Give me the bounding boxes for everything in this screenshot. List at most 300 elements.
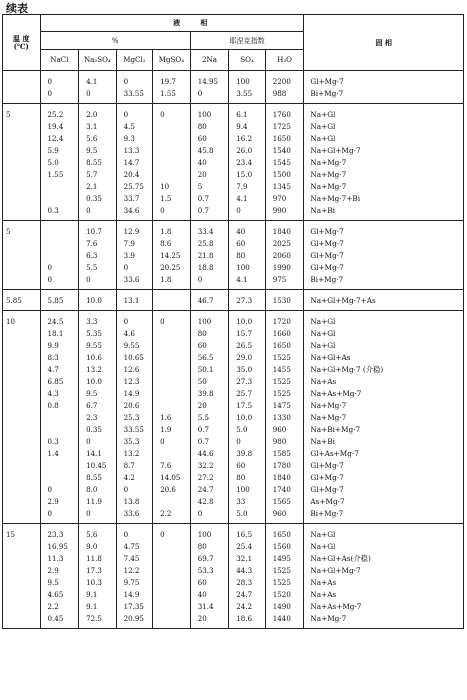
value-cell	[153, 364, 191, 376]
value-cell	[153, 448, 191, 460]
table-row	[3, 133, 464, 145]
value-cell: 7.6	[79, 238, 117, 250]
table-row	[3, 157, 464, 169]
value-cell: 1530	[265, 290, 304, 311]
value-cell: 5.85	[40, 290, 79, 311]
solid-phase-cell: As+Mg·7	[304, 496, 464, 508]
temperature-cell	[3, 376, 41, 388]
table-row	[3, 601, 464, 613]
table-row	[3, 460, 464, 472]
value-cell: 0	[153, 524, 191, 542]
value-cell: 0	[79, 274, 117, 290]
value-cell: 10.0	[229, 311, 266, 329]
value-cell: 4.65	[40, 589, 79, 601]
value-cell: 10.0	[79, 290, 117, 311]
value-cell: 14.7	[116, 157, 153, 169]
value-cell: 13.2	[79, 364, 117, 376]
value-cell: 20.4	[116, 169, 153, 181]
value-cell: 60	[190, 577, 229, 589]
temperature-cell	[3, 541, 41, 553]
value-cell: 0	[40, 262, 79, 274]
temperature-cell	[3, 436, 41, 448]
value-cell: 53.3	[190, 565, 229, 577]
value-cell: 50.1	[190, 364, 229, 376]
value-cell: 1500	[265, 169, 304, 181]
value-cell: 6.1	[229, 104, 266, 122]
value-cell: 0.3	[40, 205, 79, 221]
value-cell	[40, 193, 79, 205]
value-cell: 33.55	[116, 424, 153, 436]
temperature-cell	[3, 565, 41, 577]
table-row	[3, 484, 464, 496]
value-cell: 3.1	[79, 121, 117, 133]
solid-phase-cell: Na+Gl+As(介稳)	[304, 553, 464, 565]
value-cell: 25.7	[229, 388, 266, 400]
table-row	[3, 524, 464, 542]
table-row	[3, 436, 464, 448]
value-cell	[153, 157, 191, 169]
value-cell: 0	[40, 484, 79, 496]
table-row	[3, 352, 464, 364]
temperature-cell	[3, 205, 41, 221]
value-cell: 1780	[265, 460, 304, 472]
value-cell: 0	[79, 205, 117, 221]
temperature-cell	[3, 508, 41, 524]
temperature-cell	[3, 262, 41, 274]
value-cell: 2.2	[153, 508, 191, 524]
value-cell: 13.2	[116, 448, 153, 460]
value-cell: 9.4	[229, 121, 266, 133]
table-row	[3, 274, 464, 290]
solid-phase-cell: Bi+Mg·7	[304, 508, 464, 524]
col-2na: 2Na	[190, 50, 229, 71]
value-cell	[153, 121, 191, 133]
value-cell: 9.1	[79, 589, 117, 601]
value-cell: 5.5	[190, 412, 229, 424]
solid-phase-cell: Na+Gl	[304, 133, 464, 145]
value-cell: 2.9	[40, 496, 79, 508]
temperature-cell	[3, 352, 41, 364]
solid-phase-cell: Na+Gl+Mg·7	[304, 145, 464, 157]
table-row	[3, 205, 464, 221]
value-cell: 16.2	[229, 133, 266, 145]
value-cell: 10.65	[116, 352, 153, 364]
table-row	[3, 448, 464, 460]
col-na2so4: Na₂SO₄	[79, 50, 117, 71]
value-cell: 27.3	[229, 376, 266, 388]
value-cell: 26.0	[229, 145, 266, 157]
value-cell: 8.55	[79, 157, 117, 169]
value-cell: 20	[190, 169, 229, 181]
table-row	[3, 577, 464, 589]
value-cell: 34.6	[116, 205, 153, 221]
value-cell: 9.9	[40, 340, 79, 352]
temperature-cell	[3, 145, 41, 157]
value-cell: 0	[116, 104, 153, 122]
solid-phase-cell: Na+Bi	[304, 436, 464, 448]
temperature-cell	[3, 71, 41, 89]
value-cell	[40, 250, 79, 262]
value-cell: 10.6	[79, 352, 117, 364]
table-row	[3, 290, 464, 311]
value-cell: 9.1	[79, 601, 117, 613]
col-mgso4: MgSO₄	[153, 50, 191, 71]
col-h2o: H₂O	[265, 50, 304, 71]
value-cell: 60	[190, 133, 229, 145]
value-cell	[153, 290, 191, 311]
value-cell: 7.9	[229, 181, 266, 193]
value-cell: 72.5	[79, 613, 117, 629]
value-cell: 6.85	[40, 376, 79, 388]
solid-phase-cell: Na+Gl+Mg·7+As	[304, 290, 464, 311]
value-cell: 9.75	[116, 577, 153, 589]
value-cell: 1540	[265, 145, 304, 157]
value-cell: 20.6	[116, 400, 153, 412]
value-cell	[153, 376, 191, 388]
page-title: 续表	[6, 2, 28, 15]
value-cell: 80	[190, 541, 229, 553]
value-cell: 11.9	[79, 496, 117, 508]
value-cell: 2025	[265, 238, 304, 250]
value-cell: 5.9	[40, 145, 79, 157]
value-cell: 1.4	[40, 448, 79, 460]
temperature-cell	[3, 412, 41, 424]
temperature-cell	[3, 340, 41, 352]
value-cell: 100	[229, 484, 266, 496]
value-cell: 39.8	[190, 388, 229, 400]
value-cell: 0.35	[79, 424, 117, 436]
value-cell: 1585	[265, 448, 304, 460]
solid-phase-cell: Gl+Mg·7	[304, 262, 464, 274]
value-cell: 1525	[265, 565, 304, 577]
value-cell: 5.35	[79, 328, 117, 340]
value-cell: 0	[116, 262, 153, 274]
value-cell: 25.8	[190, 238, 229, 250]
value-cell: 9.55	[79, 340, 117, 352]
value-cell: 1495	[265, 553, 304, 565]
value-cell: 1650	[265, 133, 304, 145]
value-cell: 1520	[265, 589, 304, 601]
value-cell: 3.9	[116, 250, 153, 262]
value-cell: 16.5	[229, 524, 266, 542]
solid-phase-cell: Na+As	[304, 577, 464, 589]
temperature-header: 温 度 (℃)	[3, 15, 41, 71]
solid-phase-cell: Gl+Mg·7	[304, 250, 464, 262]
value-cell: 2200	[265, 71, 304, 89]
temperature-cell	[3, 484, 41, 496]
value-cell: 1760	[265, 104, 304, 122]
value-cell: 35.0	[229, 364, 266, 376]
table-row	[3, 613, 464, 629]
solid-phase-cell: Na+As+Mg·7	[304, 388, 464, 400]
value-cell: 100	[190, 524, 229, 542]
value-cell: 12.9	[116, 221, 153, 239]
value-cell: 15.7	[229, 328, 266, 340]
value-cell: 100	[229, 71, 266, 89]
value-cell: 9.3	[116, 133, 153, 145]
value-cell: 11.3	[40, 553, 79, 565]
value-cell: 1.55	[153, 88, 191, 104]
value-cell: 0	[40, 71, 79, 89]
value-cell: 33.4	[190, 221, 229, 239]
solid-phase-header: 固 相	[304, 15, 464, 71]
value-cell: 80	[190, 121, 229, 133]
value-cell: 0	[40, 508, 79, 524]
temperature-cell	[3, 238, 41, 250]
temperature-cell	[3, 460, 41, 472]
table-row	[3, 221, 464, 239]
value-cell: 1440	[265, 613, 304, 629]
value-cell	[153, 577, 191, 589]
value-cell: 1525	[265, 376, 304, 388]
value-cell: 19.4	[40, 121, 79, 133]
value-cell: 21.8	[190, 250, 229, 262]
percent-header: %	[40, 32, 190, 50]
value-cell: 32.2	[190, 460, 229, 472]
table-row	[3, 541, 464, 553]
value-cell: 5.0	[229, 424, 266, 436]
temperature-cell	[3, 181, 41, 193]
value-cell: 6.3	[79, 250, 117, 262]
value-cell: 60	[229, 238, 266, 250]
value-cell	[153, 565, 191, 577]
value-cell: 0	[116, 484, 153, 496]
solid-phase-cell: Na+Mg·7	[304, 412, 464, 424]
value-cell: 1545	[265, 157, 304, 169]
value-cell: 1650	[265, 524, 304, 542]
temperature-cell	[3, 601, 41, 613]
value-cell: 25.4	[229, 541, 266, 553]
value-cell: 20	[190, 400, 229, 412]
value-cell: 4.6	[116, 328, 153, 340]
value-cell: 8.7	[116, 460, 153, 472]
value-cell: 40	[190, 157, 229, 169]
value-cell: 33.6	[116, 508, 153, 524]
value-cell: 18.1	[40, 328, 79, 340]
value-cell: 31.4	[190, 601, 229, 613]
value-cell: 24.7	[229, 589, 266, 601]
value-cell: 4.7	[40, 364, 79, 376]
value-cell: 2.3	[79, 412, 117, 424]
value-cell: 33.55	[116, 88, 153, 104]
value-cell: 1990	[265, 262, 304, 274]
solid-phase-cell: Na+Gl	[304, 541, 464, 553]
value-cell: 80	[190, 328, 229, 340]
solid-phase-cell: Na+As	[304, 376, 464, 388]
value-cell: 10.0	[229, 412, 266, 424]
value-cell: 13.1	[116, 290, 153, 311]
value-cell	[40, 181, 79, 193]
value-cell	[40, 424, 79, 436]
value-cell: 990	[265, 205, 304, 221]
value-cell: 0.7	[190, 424, 229, 436]
temperature-cell	[3, 193, 41, 205]
value-cell: 1.8	[153, 221, 191, 239]
value-cell: 19.7	[153, 71, 191, 89]
value-cell: 0.7	[190, 436, 229, 448]
value-cell	[153, 340, 191, 352]
solid-phase-cell: Na+Gl	[304, 524, 464, 542]
table-row	[3, 262, 464, 274]
temperature-cell	[3, 157, 41, 169]
value-cell: 960	[265, 508, 304, 524]
solid-phase-cell: Na+Mg·7	[304, 613, 464, 629]
value-cell: 4.3	[40, 388, 79, 400]
value-cell: 15.0	[229, 169, 266, 181]
value-cell: 10	[153, 181, 191, 193]
value-cell: 8.6	[153, 238, 191, 250]
value-cell: 18.6	[229, 613, 266, 629]
value-cell: 1455	[265, 364, 304, 376]
temperature-cell: 5	[3, 104, 41, 122]
table-row	[3, 145, 464, 157]
col-mgcl2: MgCl₂	[116, 50, 153, 71]
value-cell: 0	[153, 104, 191, 122]
value-cell	[153, 328, 191, 340]
table-row	[3, 121, 464, 133]
value-cell: 0	[116, 524, 153, 542]
liquid-header: 液	[40, 15, 190, 32]
value-cell: 44.6	[190, 448, 229, 460]
value-cell: 4.2	[116, 472, 153, 484]
temperature-cell	[3, 553, 41, 565]
value-cell: 1330	[265, 412, 304, 424]
value-cell	[153, 169, 191, 181]
value-cell: 100	[229, 262, 266, 274]
temperature-cell	[3, 88, 41, 104]
temperature-cell: 5.85	[3, 290, 41, 311]
value-cell: 0	[229, 436, 266, 448]
value-cell: 3.55	[229, 88, 266, 104]
solid-phase-cell: Na+Mg·7	[304, 157, 464, 169]
temperature-cell	[3, 250, 41, 262]
value-cell: 5.7	[79, 169, 117, 181]
value-cell: 12.6	[116, 364, 153, 376]
value-cell: 1560	[265, 541, 304, 553]
value-cell: 27.3	[229, 290, 266, 311]
value-cell: 13.8	[116, 496, 153, 508]
value-cell: 100	[190, 311, 229, 329]
value-cell: 988	[265, 88, 304, 104]
value-cell: 14.9	[116, 589, 153, 601]
value-cell: 24.5	[40, 311, 79, 329]
value-cell: 5.6	[79, 133, 117, 145]
value-cell: 14.05	[153, 472, 191, 484]
value-cell: 25.3	[116, 412, 153, 424]
temperature-cell	[3, 496, 41, 508]
value-cell: 0	[116, 311, 153, 329]
value-cell: 1840	[265, 221, 304, 239]
value-cell: 35.3	[116, 436, 153, 448]
table-row	[3, 388, 464, 400]
value-cell: 7.45	[116, 553, 153, 565]
temperature-cell	[3, 400, 41, 412]
value-cell: 60	[229, 460, 266, 472]
value-cell: 0	[153, 311, 191, 329]
value-cell: 5	[190, 181, 229, 193]
solid-phase-cell: Bi+Mg·7	[304, 274, 464, 290]
table-body	[3, 71, 464, 629]
value-cell: 29.0	[229, 352, 266, 364]
value-cell: 27.2	[190, 472, 229, 484]
value-cell: 1740	[265, 484, 304, 496]
temperature-cell	[3, 364, 41, 376]
solid-phase-cell: Na+Mg·7+Bi	[304, 193, 464, 205]
table-row	[3, 328, 464, 340]
value-cell: 0.35	[79, 193, 117, 205]
value-cell: 0.45	[40, 613, 79, 629]
table-row	[3, 472, 464, 484]
solid-phase-cell: Gl+Mg·7	[304, 472, 464, 484]
value-cell: 2.0	[79, 104, 117, 122]
value-cell: 1720	[265, 311, 304, 329]
value-cell: 56.5	[190, 352, 229, 364]
value-cell: 60	[190, 340, 229, 352]
table-row	[3, 376, 464, 388]
table-row	[3, 364, 464, 376]
value-cell: 17.5	[229, 400, 266, 412]
value-cell: 20	[190, 613, 229, 629]
value-cell	[40, 238, 79, 250]
table-row	[3, 104, 464, 122]
value-cell	[153, 388, 191, 400]
value-cell: 2.2	[40, 601, 79, 613]
value-cell: 24.7	[190, 484, 229, 496]
value-cell: 32.1	[229, 553, 266, 565]
value-cell: 1.5	[153, 193, 191, 205]
value-cell: 40	[229, 221, 266, 239]
value-cell: 5.0	[229, 508, 266, 524]
solid-phase-cell: Gl+Mg·7	[304, 484, 464, 496]
value-cell: 16.95	[40, 541, 79, 553]
temperature-cell	[3, 169, 41, 181]
table-row	[3, 424, 464, 436]
value-cell: 1345	[265, 181, 304, 193]
value-cell: 20.95	[116, 613, 153, 629]
value-cell: 0	[229, 205, 266, 221]
table-row	[3, 193, 464, 205]
value-cell: 9.55	[116, 340, 153, 352]
solid-phase-cell: Na+Gl+As	[304, 352, 464, 364]
value-cell: 0	[190, 508, 229, 524]
temperature-cell: 10	[3, 311, 41, 329]
temperature-cell	[3, 448, 41, 460]
value-cell: 1.9	[153, 424, 191, 436]
value-cell: 7.6	[153, 460, 191, 472]
value-cell: 33.7	[116, 193, 153, 205]
value-cell: 2.9	[40, 565, 79, 577]
temperature-cell: 5	[3, 221, 41, 239]
value-cell: 13.3	[116, 145, 153, 157]
value-cell: 10.0	[79, 376, 117, 388]
table-row	[3, 181, 464, 193]
table-row	[3, 565, 464, 577]
solid-phase-cell: Gl+Mg·7	[304, 71, 464, 89]
temperature-cell	[3, 121, 41, 133]
value-cell: 4.1	[229, 274, 266, 290]
value-cell: 1.55	[40, 169, 79, 181]
value-cell: 7.9	[116, 238, 153, 250]
value-cell: 0	[79, 508, 117, 524]
value-cell: 2.1	[79, 181, 117, 193]
table-row	[3, 553, 464, 565]
solid-phase-cell: Gl+Mg·7	[304, 460, 464, 472]
solid-phase-cell: Na+As	[304, 589, 464, 601]
value-cell: 975	[265, 274, 304, 290]
value-cell: 33.6	[116, 274, 153, 290]
value-cell: 2060	[265, 250, 304, 262]
table-row	[3, 169, 464, 181]
